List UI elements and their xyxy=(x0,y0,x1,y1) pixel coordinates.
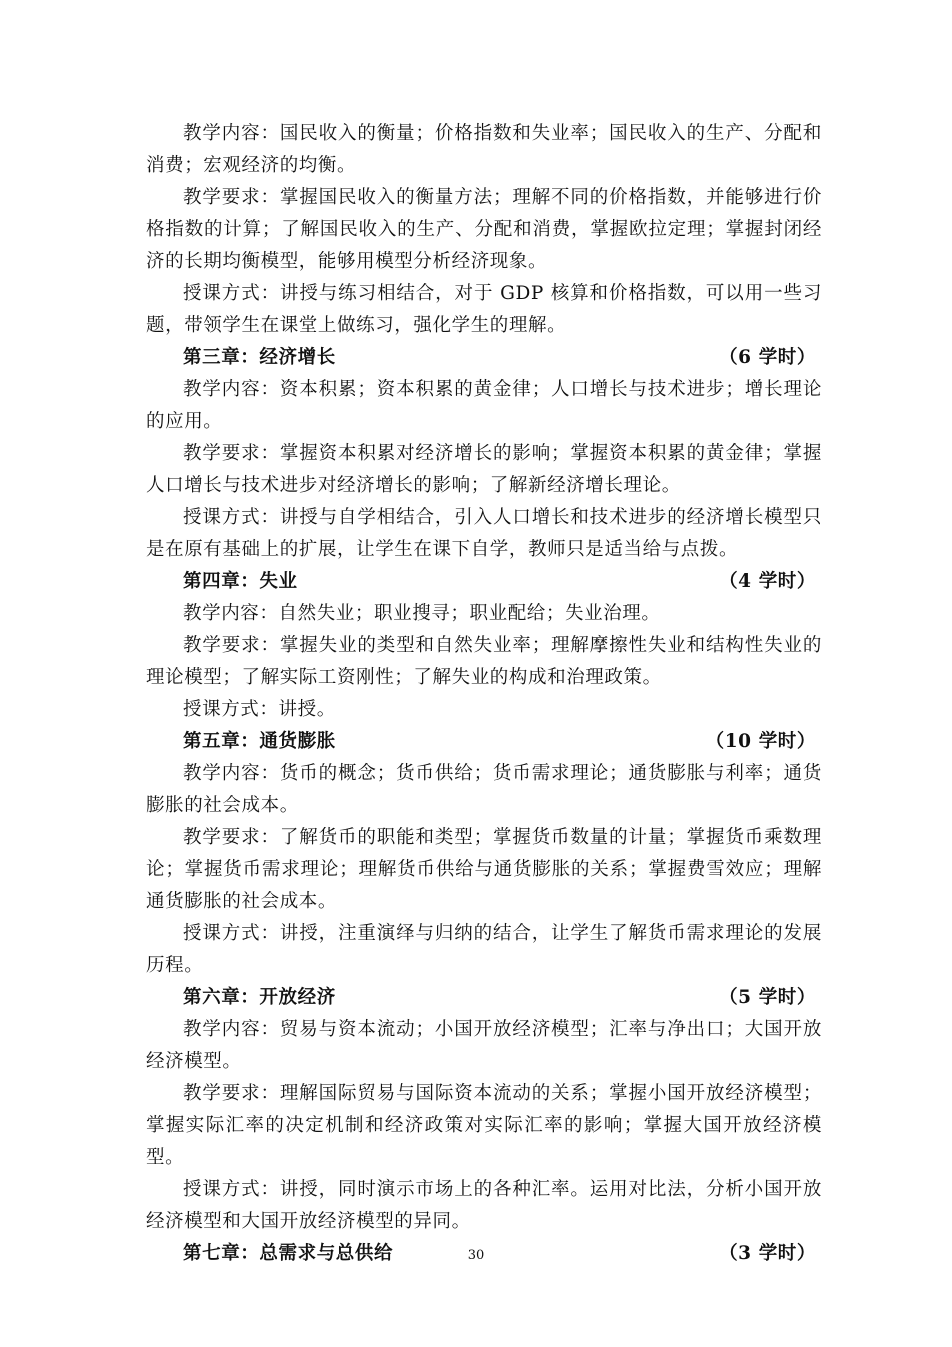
chapter-3-heading xyxy=(146,342,822,374)
chapter-4-heading xyxy=(146,566,822,598)
chapter-5-method: 授课方式：讲授，注重演绎与归纳的结合，让学生了解货币需求理论的发展历程。 xyxy=(146,923,822,976)
page-content xyxy=(146,118,822,1270)
chapter-hours: （6 学时） xyxy=(719,347,816,368)
chapter-5-requirements: 教学要求：了解货币的职能和类型；掌握货币数量的计量；掌握货币乘数理论；掌握货币需求理论；理解货币供给与通货膨胀的关系；掌握费雪效应；理解通货膨胀的社会成本。 xyxy=(146,827,822,912)
chapter-hours: （5 学时） xyxy=(719,987,816,1008)
chapter-hours: （4 学时） xyxy=(719,571,816,592)
chapter-title: 第四章：失业 xyxy=(183,571,298,592)
chapter-4-content: 教学内容：自然失业；职业搜寻；职业配给；失业治理。 xyxy=(183,603,661,624)
chapter-5-heading xyxy=(146,726,822,758)
page-number: 30 xyxy=(467,1248,485,1263)
chapter-6-heading xyxy=(146,982,822,1014)
chapter-hours: （10 学时） xyxy=(705,731,816,752)
section-requirements: 教学要求：掌握国民收入的衡量方法；理解不同的价格指数，并能够进行价格指数的计算；了解国民收入的生产、分配和消费，掌握欧拉定理；掌握封闭经济的长期均衡模型，能够用模型分析经济现象。 xyxy=(146,187,822,272)
chapter-hours: （3 学时） xyxy=(719,1243,816,1264)
chapter-3-method: 授课方式：讲授与自学相结合，引入人口增长和技术进步的经济增长模型只是在原有基础上的扩展，让学生在课下自学，教师只是适当给与点拨。 xyxy=(146,507,822,560)
chapter-3-content: 教学内容：资本积累；资本积累的黄金律；人口增长与技术进步；增长理论的应用。 xyxy=(146,379,822,432)
chapter-4-method: 授课方式：讲授。 xyxy=(183,699,336,720)
chapter-title: 第七章：总需求与总供给 xyxy=(183,1243,394,1264)
chapter-3-requirements: 教学要求：掌握资本积累对经济增长的影响；掌握资本积累的黄金律；掌握人口增长与技术进步对经济增长的影响；了解新经济增长理论。 xyxy=(146,443,822,496)
chapter-6-content: 教学内容：贸易与资本流动；小国开放经济模型；汇率与净出口；大国开放经济模型。 xyxy=(146,1019,822,1072)
chapter-title: 第六章：开放经济 xyxy=(183,987,336,1008)
section-content: 教学内容：国民收入的衡量；价格指数和失业率；国民收入的生产、分配和消费；宏观经济的均衡。 xyxy=(146,123,822,176)
chapter-4-requirements: 教学要求：掌握失业的类型和自然失业率；理解摩擦性失业和结构性失业的理论模型；了解实际工资刚性；了解失业的构成和治理政策。 xyxy=(146,635,822,688)
chapter-6-requirements: 教学要求：理解国际贸易与国际资本流动的关系；掌握小国开放经济模型；掌握实际汇率的决定机制和经济政策对实际汇率的影响；掌握大国开放经济模型。 xyxy=(146,1083,822,1168)
chapter-title: 第三章：经济增长 xyxy=(183,347,336,368)
chapter-6-method: 授课方式：讲授，同时演示市场上的各种汇率。运用对比法，分析小国开放经济模型和大国开放经济模型的异同。 xyxy=(146,1179,822,1232)
chapter-5-content: 教学内容：货币的概念；货币供给；货币需求理论；通货膨胀与利率；通货膨胀的社会成本。 xyxy=(146,763,822,816)
chapter-title: 第五章：通货膨胀 xyxy=(183,731,336,752)
section-method: 授课方式：讲授与练习相结合，对于 GDP 核算和价格指数，可以用一些习题，带领学生在课堂上做练习，强化学生的理解。 xyxy=(146,283,822,336)
